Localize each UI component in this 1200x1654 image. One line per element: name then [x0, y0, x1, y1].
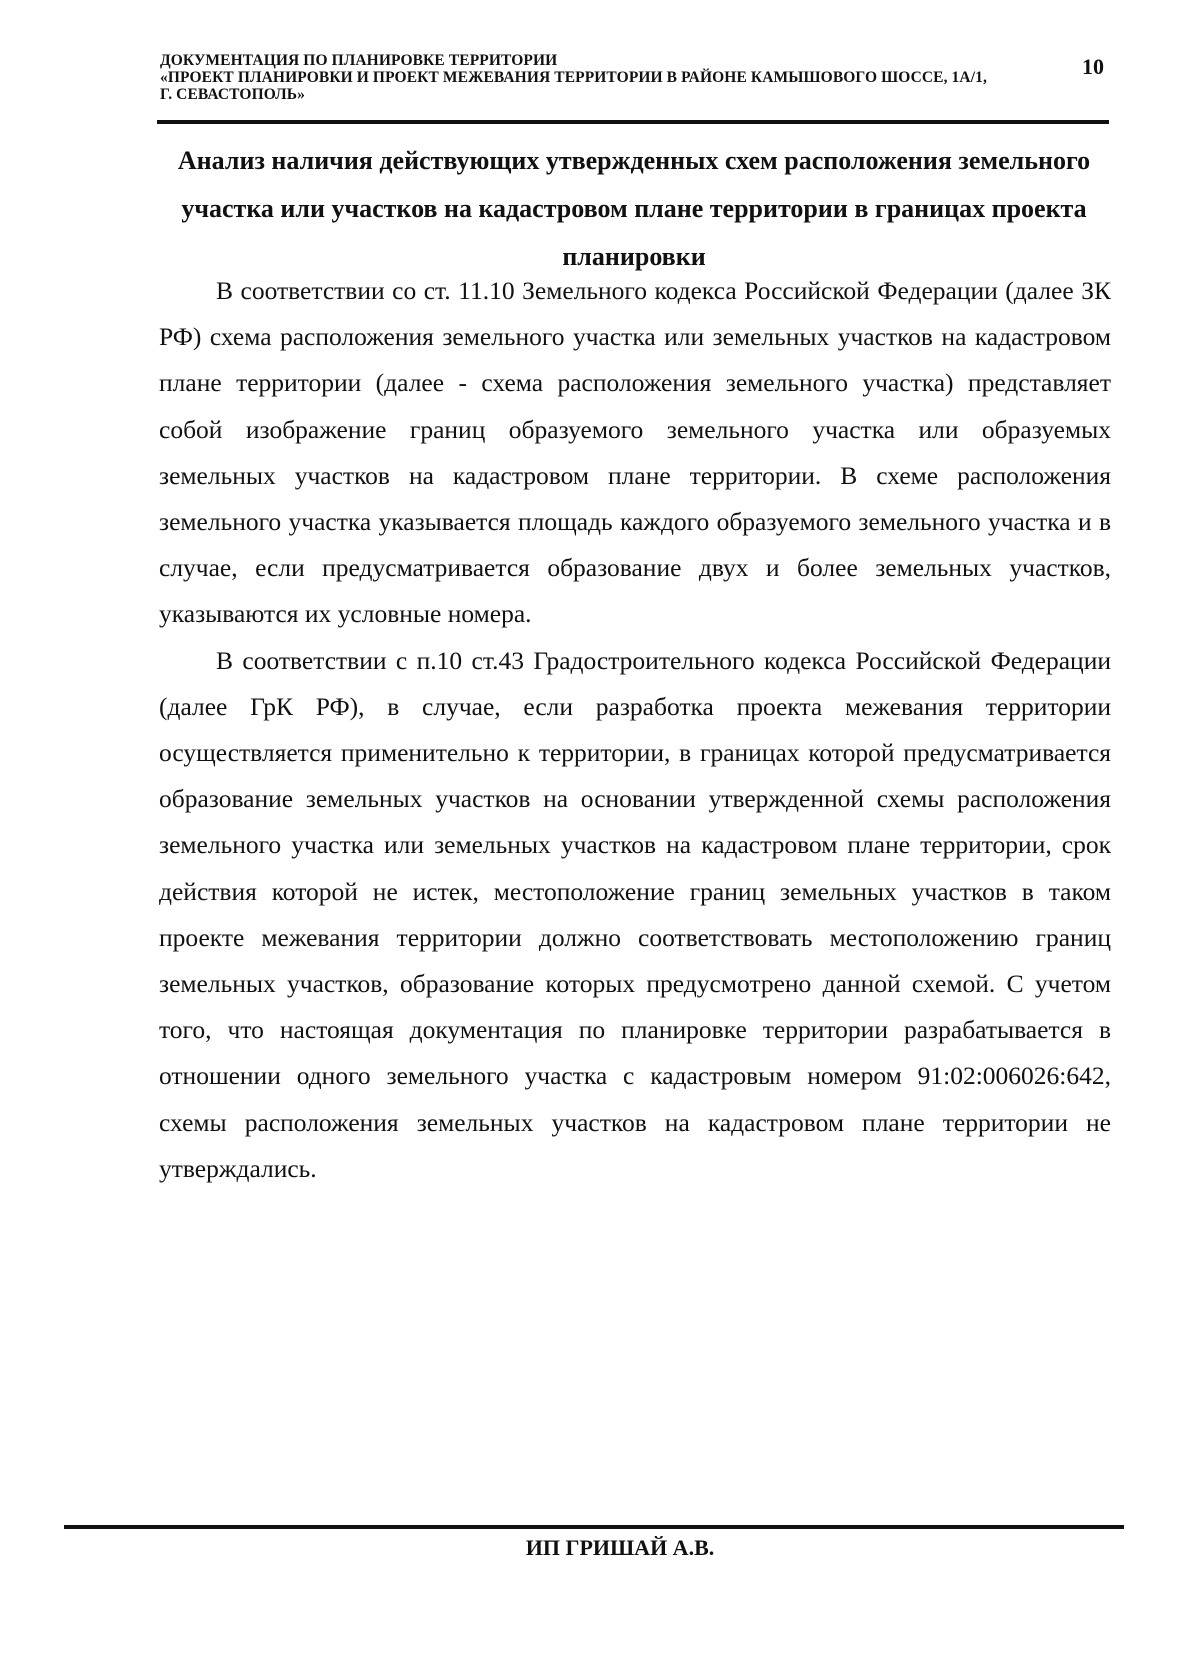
document-header — [160, 52, 1060, 103]
header-line-1: ДОКУМЕНТАЦИЯ ПО ПЛАНИРОВКЕ ТЕРРИТОРИИ — [160, 52, 558, 69]
page-number: 10 — [1082, 54, 1104, 79]
header-line-3: Г. СЕВАСТОПОЛЬ» — [160, 86, 305, 103]
document-footer — [0, 1535, 1200, 1561]
header-divider — [157, 120, 1109, 124]
header-line-2: «ПРОЕКТ ПЛАНИРОВКИ И ПРОЕКТ МЕЖЕВАНИЯ ТЕРРИТОРИИ В РАЙОНЕ КАМЫШОВОГО ШОССЕ, 1А/1, — [160, 69, 987, 86]
body-text — [159, 268, 1111, 1192]
paragraph-1: В соответствии со ст. 11.10 Земельного кодекса Российской Федерации (далее ЗК РФ) схема расположения земельного участка или земельных участков на кадастровом плане территории (далее - схема расположения земельного участка) представляет собой изображение границ образуемого земельного участка или образуемых земельных участков на кадастровом плане территории. В схеме расположения земельного участка указывается площадь каждого образуемого земельного участка и в случае, если предусматривается образование двух и более земельных участков, указываются их условные номера. — [159, 276, 1111, 629]
footer-divider — [64, 1525, 1124, 1529]
footer-author: ИП ГРИШАЙ А.В. — [525, 1535, 715, 1560]
section-title: Анализ наличия действующих утвержденных схем расположения земельного участка или участков на кадастровом плане территории в границах проекта планировки — [177, 146, 1091, 271]
paragraph-2: В соответствии с п.10 ст.43 Градостроительного кодекса Российской Федерации (далее ГрК РФ), в случае, если разработка проекта межевания территории осуществляется применительно к территории, в границах которой предусматривается образование земельных участков на основании утвержденной схемы расположения земельного участка или земельных участков на кадастровом плане территории, срок действия которой не истек, местоположение границ земельных участков в таком проекте межевания территории должно соответствовать местоположению границ земельных участков, образование которых предусмотрено данной схемой. С учетом того, что настоящая документация по планировке территории разрабатывается в отношении одного земельного участка с кадастровым номером 91:02:006026:642, схемы расположения земельных участков на кадастровом плане территории не утверждались. — [159, 645, 1111, 1183]
